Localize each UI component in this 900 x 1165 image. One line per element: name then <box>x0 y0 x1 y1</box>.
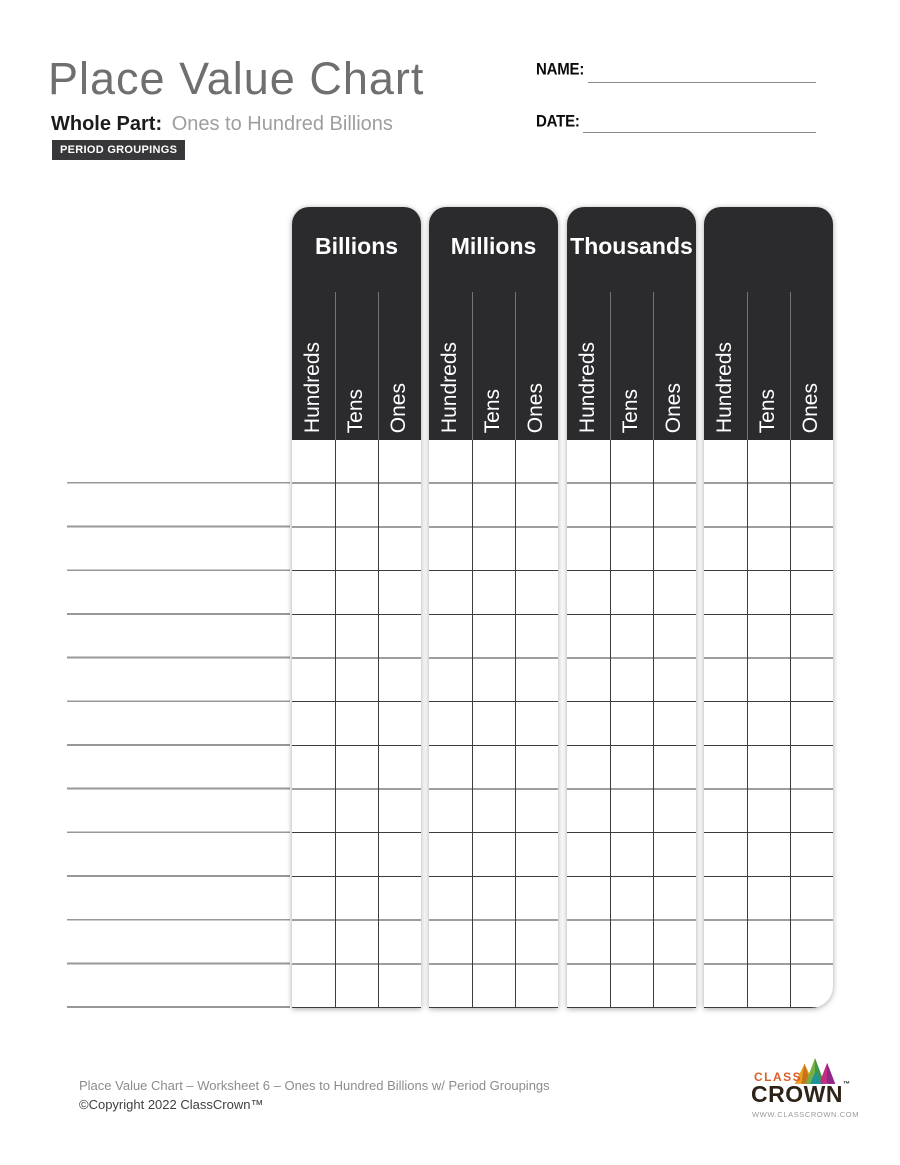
copyright-text: ©Copyright 2022 ClassCrown™ <box>79 1097 264 1112</box>
period-header-millions <box>429 207 558 440</box>
column-label-hundreds: Hundreds <box>576 341 600 433</box>
column-label-tens: Tens <box>344 388 368 433</box>
classcrown-logo <box>748 1055 868 1123</box>
grid-cells-ones[interactable] <box>704 440 833 1008</box>
period-title: Thousands <box>570 233 693 259</box>
period-group-billions <box>292 207 421 1008</box>
grid-divider <box>378 440 379 1008</box>
column-label-tens: Tens <box>756 388 780 433</box>
period-groupings-badge: PERIOD GROUPINGS <box>52 140 185 160</box>
page-title: Place Value Chart <box>48 53 425 104</box>
grid-divider <box>335 440 336 1008</box>
column-label-ones: Ones <box>387 382 411 433</box>
column-label-hundreds: Hundreds <box>301 341 325 433</box>
period-header-thousands <box>567 207 696 440</box>
column-label-ones: Ones <box>662 382 686 433</box>
logo-class-text: CLASS <box>754 1070 803 1084</box>
subtitle <box>51 113 393 136</box>
period-title: Millions <box>450 233 537 259</box>
logo-tm: ™ <box>842 1081 851 1088</box>
subtitle-label: Whole Part: <box>51 113 163 135</box>
column-label-tens: Tens <box>619 388 643 433</box>
period-header-ones <box>704 207 833 440</box>
grid-divider <box>515 440 516 1008</box>
grid-divider <box>790 440 791 1008</box>
logo-crown-text: CROWN™ <box>751 1081 851 1107</box>
period-group-millions <box>429 207 558 1008</box>
grid-cells-thousands[interactable] <box>567 440 696 1008</box>
grid-divider <box>653 440 654 1008</box>
name-label: NAME: <box>536 60 585 80</box>
column-label-hundreds: Hundreds <box>713 341 737 433</box>
grid-divider <box>610 440 611 1008</box>
period-header-billions <box>292 207 421 440</box>
date-input-line[interactable] <box>583 132 816 133</box>
period-group-ones <box>704 207 833 1008</box>
grid-divider <box>747 440 748 1008</box>
answer-writing-lines[interactable] <box>67 440 290 1008</box>
column-label-ones: Ones <box>799 382 823 433</box>
period-group-thousands <box>567 207 696 1008</box>
period-title: Billions <box>314 233 399 259</box>
column-label-tens: Tens <box>481 388 505 433</box>
grid-cells-billions[interactable] <box>292 440 421 1008</box>
logo-url-text: WWW.CLASSCROWN.COM <box>752 1110 860 1119</box>
subtitle-value: Ones to Hundred Billions <box>171 113 393 135</box>
column-label-ones: Ones <box>524 382 548 433</box>
date-label: DATE: <box>536 112 580 132</box>
grid-divider <box>472 440 473 1008</box>
worksheet-info: Place Value Chart – Worksheet 6 – Ones to Hundred Billions w/ Period Groupings <box>79 1078 550 1093</box>
column-label-hundreds: Hundreds <box>438 341 462 433</box>
grid-cells-millions[interactable] <box>429 440 558 1008</box>
name-input-line[interactable] <box>588 82 816 83</box>
